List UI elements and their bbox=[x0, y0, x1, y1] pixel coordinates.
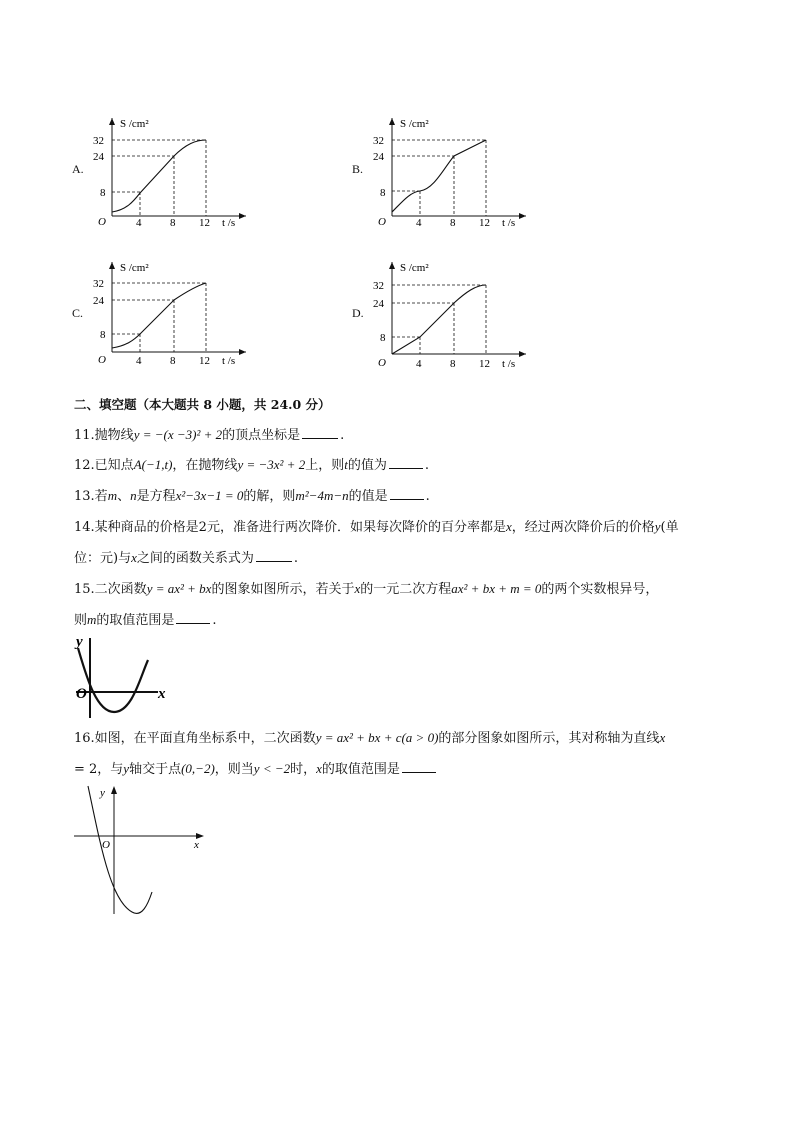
answer-blank[interactable] bbox=[402, 760, 436, 773]
q12-post2: 的值为 bbox=[347, 458, 387, 473]
q12-var: t bbox=[344, 457, 348, 472]
y-tick: 32 bbox=[373, 135, 384, 147]
question-13 bbox=[74, 487, 430, 506]
y-tick: 8 bbox=[380, 332, 386, 344]
y-tick: 24 bbox=[373, 298, 384, 310]
x-axis-label: t /s bbox=[502, 358, 516, 370]
x-tick: 8 bbox=[450, 217, 456, 229]
q16-var-x: x bbox=[316, 761, 322, 776]
q16-x-label: x bbox=[194, 839, 199, 851]
q14-var-x: x bbox=[505, 519, 512, 534]
q12-point: A(−1,t) bbox=[133, 457, 173, 472]
x-tick: 12 bbox=[479, 358, 490, 370]
q12-mid: ，在抛物线 bbox=[172, 458, 238, 473]
origin-label: O bbox=[98, 354, 106, 366]
q13-n: n bbox=[130, 488, 137, 503]
q14-text: 位：元)与 bbox=[74, 551, 132, 566]
q15-x-label: x bbox=[158, 686, 166, 702]
q15-y-label: y bbox=[76, 634, 83, 650]
q15-text: 则 bbox=[74, 613, 88, 628]
y-tick: 8 bbox=[380, 187, 386, 199]
answer-blank[interactable] bbox=[389, 456, 423, 469]
q12-post: 上，则 bbox=[305, 458, 345, 473]
question-14-line2 bbox=[74, 549, 298, 568]
graph-d bbox=[368, 256, 558, 376]
q15-equation: ax² + bx + m = 0 bbox=[451, 581, 542, 596]
q16-text: 16.如图，在平面直角坐标系中，二次函数 bbox=[74, 731, 316, 746]
question-16-line2 bbox=[74, 760, 438, 779]
q14-end: . bbox=[293, 551, 299, 566]
y-tick: 24 bbox=[93, 151, 104, 163]
q15-text: 的一元二次方程 bbox=[360, 582, 452, 597]
q15-text: 的取值范围是 bbox=[96, 613, 175, 628]
x-tick: 8 bbox=[170, 355, 176, 367]
q13-post2: 的值是 bbox=[348, 489, 388, 504]
x-tick: 12 bbox=[199, 355, 210, 367]
q11-formula: y = −(x −3)² + 2 bbox=[133, 427, 223, 442]
origin-label: O bbox=[378, 357, 386, 369]
q14-var-y: y bbox=[654, 519, 661, 534]
x-axis-label: t /s bbox=[222, 355, 236, 367]
answer-blank[interactable] bbox=[390, 487, 424, 500]
q15-parabola-graph bbox=[72, 630, 182, 722]
x-tick: 4 bbox=[136, 217, 142, 229]
y-tick: 24 bbox=[373, 151, 384, 163]
q13-formula: x²−3x−1 = 0 bbox=[175, 488, 244, 503]
origin-label: O bbox=[378, 216, 386, 228]
answer-blank[interactable] bbox=[256, 549, 292, 562]
x-tick: 8 bbox=[450, 358, 456, 370]
y-tick: 32 bbox=[93, 278, 104, 290]
question-15-line2 bbox=[74, 611, 217, 630]
q14-text: (单 bbox=[660, 520, 679, 535]
q12-end: . bbox=[424, 458, 429, 473]
option-letter: C. bbox=[72, 306, 84, 320]
option-letter: A. bbox=[72, 162, 84, 176]
q13-pre: 13.若 bbox=[74, 489, 108, 504]
q15-origin-label: O bbox=[76, 686, 87, 702]
q13-post: 的解，则 bbox=[243, 489, 296, 504]
y-axis-label: S /cm² bbox=[400, 262, 429, 274]
q11-post: 的顶点坐标是 bbox=[222, 428, 301, 443]
q15-formula: y = ax² + bx bbox=[146, 581, 212, 596]
y-tick: 32 bbox=[93, 135, 104, 147]
q13-expr: m²−4m−n bbox=[295, 488, 349, 503]
y-tick: 8 bbox=[100, 187, 106, 199]
question-14-line1 bbox=[74, 518, 679, 537]
option-a bbox=[70, 112, 270, 232]
q16-text: 时， bbox=[290, 762, 317, 777]
q13-mid: 是方程 bbox=[136, 489, 176, 504]
q16-point: (0,−2) bbox=[181, 761, 215, 776]
q15-var-x: x bbox=[354, 581, 361, 596]
option-d bbox=[350, 256, 550, 376]
option-b bbox=[350, 112, 550, 232]
q12-formula: y = −3x² + 2 bbox=[237, 457, 306, 472]
q15-text: 的图象如图所示，若关于 bbox=[211, 582, 355, 597]
q13-end: . bbox=[425, 489, 430, 504]
q16-formula: y = ax² + bx + c(a > 0) bbox=[315, 730, 439, 745]
graph-b bbox=[368, 112, 558, 232]
y-tick: 8 bbox=[100, 329, 106, 341]
q11-end: . bbox=[340, 428, 345, 443]
q14-text: 之间的函数关系式为 bbox=[136, 551, 254, 566]
question-11 bbox=[74, 426, 344, 445]
question-12 bbox=[74, 456, 429, 475]
x-tick: 4 bbox=[416, 217, 422, 229]
q15-text: 15.二次函数 bbox=[74, 582, 147, 597]
q14-text: 14.某种商品的价格是2元，准备进行两次降价．如果每次降价的百分率都是 bbox=[74, 520, 506, 535]
x-tick: 8 bbox=[170, 217, 176, 229]
q16-text: 轴交于点 bbox=[129, 762, 182, 777]
graph-a bbox=[88, 112, 278, 232]
y-axis-label: S /cm² bbox=[120, 262, 149, 274]
q16-y-label: y bbox=[100, 787, 105, 799]
x-tick: 12 bbox=[479, 217, 490, 229]
answer-blank[interactable] bbox=[176, 611, 210, 624]
x-axis-label: t /s bbox=[502, 217, 516, 229]
q16-text: ，则当 bbox=[214, 762, 254, 777]
q13-m: m bbox=[107, 488, 118, 503]
y-axis-label: S /cm² bbox=[120, 118, 149, 130]
q16-origin-label: O bbox=[102, 839, 110, 851]
option-c bbox=[70, 256, 270, 376]
q16-var-y: y bbox=[123, 761, 130, 776]
q11-pre: 11.抛物线 bbox=[74, 428, 134, 443]
q14-text: ，经过两次降价后的价格 bbox=[511, 520, 655, 535]
q15-var-m: m bbox=[87, 612, 97, 627]
option-letter: D. bbox=[352, 306, 364, 320]
x-tick: 12 bbox=[199, 217, 210, 229]
x-tick: 4 bbox=[416, 358, 422, 370]
question-15-line1 bbox=[74, 580, 658, 599]
section-heading: 二、填空题（本大题共 8 小题，共 24.0 分） bbox=[74, 397, 331, 412]
q16-var-x: x bbox=[659, 730, 666, 745]
q14-var-x: x bbox=[131, 550, 137, 565]
x-tick: 4 bbox=[136, 355, 142, 367]
q16-text: 的部分图象如图所示，其对称轴为直线 bbox=[438, 731, 660, 746]
answer-blank[interactable] bbox=[302, 426, 338, 439]
x-axis-label: t /s bbox=[222, 217, 236, 229]
q15-end: . bbox=[212, 613, 217, 628]
origin-label: O bbox=[98, 216, 106, 228]
q15-text: 的两个实数根异号， bbox=[541, 582, 659, 597]
q12-pre: 12.已知点 bbox=[74, 458, 134, 473]
q13-sep: 、 bbox=[117, 489, 131, 504]
y-tick: 24 bbox=[93, 295, 104, 307]
question-16-line1 bbox=[74, 729, 665, 748]
q16-text: 的取值范围是 bbox=[321, 762, 400, 777]
y-axis-label: S /cm² bbox=[400, 118, 429, 130]
q16-text: = 2，与 bbox=[74, 762, 124, 777]
y-tick: 32 bbox=[373, 280, 384, 292]
q16-parabola-graph bbox=[70, 782, 210, 922]
graph-c bbox=[88, 256, 278, 376]
option-letter: B. bbox=[352, 162, 364, 176]
q16-condition: y < −2 bbox=[253, 761, 291, 776]
